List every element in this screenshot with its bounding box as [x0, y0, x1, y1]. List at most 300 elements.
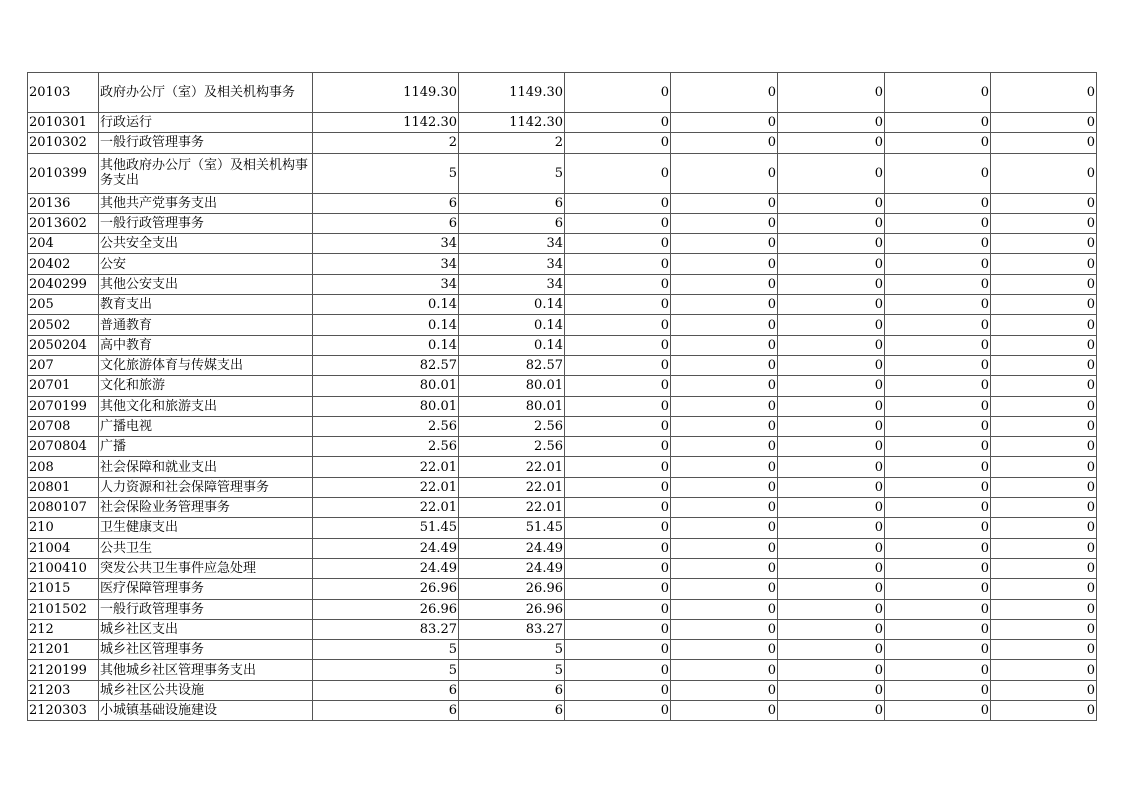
amount-cell: 0: [671, 213, 778, 233]
subject-code-cell: 2040299: [28, 274, 99, 294]
amount-cell: 0: [885, 234, 991, 254]
amount-cell: 0: [885, 113, 991, 133]
amount-cell: 0: [885, 538, 991, 558]
subject-code-cell: 20701: [28, 376, 99, 396]
subject-code-cell: 2010301: [28, 113, 99, 133]
amount-cell: 0: [671, 477, 778, 497]
amount-cell: 0: [671, 518, 778, 538]
amount-cell: 0: [778, 376, 885, 396]
amount-cell: 0: [671, 701, 778, 721]
subject-name-cell: 社会保障和就业支出: [99, 457, 313, 477]
subject-name-cell: 其他共产党事务支出: [99, 193, 313, 213]
amount-cell: 0: [671, 660, 778, 680]
amount-cell: 0: [565, 457, 671, 477]
amount-cell: 0: [778, 416, 885, 436]
subject-code-cell: 20402: [28, 254, 99, 274]
amount-cell: 0: [991, 274, 1097, 294]
table-row: [28, 518, 1097, 538]
subject-name-cell: 一般行政管理事务: [99, 599, 313, 619]
amount-cell: 0: [671, 619, 778, 639]
amount-cell: 0: [885, 640, 991, 660]
amount-cell: 0: [671, 73, 778, 113]
amount-cell: 0: [565, 680, 671, 700]
amount-cell: 0: [778, 274, 885, 294]
subject-name-cell: 突发公共卫生事件应急处理: [99, 558, 313, 578]
subject-code-cell: 2010302: [28, 133, 99, 153]
amount-cell: 0: [671, 153, 778, 193]
amount-cell: 0: [565, 538, 671, 558]
subject-code-cell: 21015: [28, 579, 99, 599]
amount-cell: 0: [565, 599, 671, 619]
amount-cell: 0: [991, 640, 1097, 660]
amount-cell: 0.14: [313, 295, 459, 315]
amount-cell: 2: [459, 133, 565, 153]
budget-expenditure-table: [27, 72, 1097, 721]
amount-cell: 0: [991, 376, 1097, 396]
table-row: [28, 437, 1097, 457]
amount-cell: 1149.30: [459, 73, 565, 113]
table-row: [28, 234, 1097, 254]
amount-cell: 2.56: [313, 416, 459, 436]
amount-cell: 26.96: [459, 599, 565, 619]
amount-cell: 0: [885, 437, 991, 457]
amount-cell: 0: [778, 113, 885, 133]
amount-cell: 0: [778, 193, 885, 213]
amount-cell: 22.01: [313, 457, 459, 477]
table-row: [28, 295, 1097, 315]
amount-cell: 0: [885, 335, 991, 355]
amount-cell: 22.01: [459, 498, 565, 518]
table-row: [28, 113, 1097, 133]
subject-name-cell: 一般行政管理事务: [99, 213, 313, 233]
table-row: [28, 193, 1097, 213]
amount-cell: 0: [991, 254, 1097, 274]
amount-cell: 0: [565, 315, 671, 335]
subject-name-cell: 人力资源和社会保障管理事务: [99, 477, 313, 497]
amount-cell: 0: [778, 619, 885, 639]
amount-cell: 82.57: [459, 355, 565, 375]
amount-cell: 22.01: [459, 457, 565, 477]
amount-cell: 0: [991, 619, 1097, 639]
amount-cell: 1149.30: [313, 73, 459, 113]
table-row: [28, 498, 1097, 518]
amount-cell: 0: [671, 315, 778, 335]
amount-cell: 0: [778, 640, 885, 660]
subject-name-cell: 政府办公厅（室）及相关机构事务: [99, 73, 313, 113]
amount-cell: 0: [778, 73, 885, 113]
amount-cell: 26.96: [313, 599, 459, 619]
amount-cell: 0: [991, 234, 1097, 254]
amount-cell: 5: [459, 153, 565, 193]
amount-cell: 0.14: [313, 335, 459, 355]
amount-cell: 0: [885, 579, 991, 599]
amount-cell: 0: [778, 355, 885, 375]
amount-cell: 0: [991, 73, 1097, 113]
subject-code-cell: 2010399: [28, 153, 99, 193]
subject-name-cell: 城乡社区公共设施: [99, 680, 313, 700]
amount-cell: 0: [991, 295, 1097, 315]
subject-code-cell: 20502: [28, 315, 99, 335]
amount-cell: 0: [778, 437, 885, 457]
subject-code-cell: 21201: [28, 640, 99, 660]
amount-cell: 0: [885, 660, 991, 680]
amount-cell: 0.14: [313, 315, 459, 335]
amount-cell: 0: [565, 640, 671, 660]
subject-name-cell: 广播电视: [99, 416, 313, 436]
amount-cell: 51.45: [313, 518, 459, 538]
table-row: [28, 640, 1097, 660]
subject-code-cell: 21004: [28, 538, 99, 558]
amount-cell: 26.96: [313, 579, 459, 599]
amount-cell: 0: [991, 579, 1097, 599]
amount-cell: 6: [459, 701, 565, 721]
amount-cell: 2: [313, 133, 459, 153]
amount-cell: 0: [778, 315, 885, 335]
subject-name-cell: 小城镇基础设施建设: [99, 701, 313, 721]
amount-cell: 0: [671, 680, 778, 700]
subject-name-cell: 其他城乡社区管理事务支出: [99, 660, 313, 680]
amount-cell: 0: [885, 599, 991, 619]
amount-cell: 0: [991, 518, 1097, 538]
amount-cell: 5: [459, 640, 565, 660]
amount-cell: 0: [671, 457, 778, 477]
amount-cell: 0: [991, 153, 1097, 193]
amount-cell: 24.49: [459, 558, 565, 578]
amount-cell: 0: [671, 133, 778, 153]
amount-cell: 0: [565, 416, 671, 436]
amount-cell: 0: [671, 355, 778, 375]
amount-cell: 0: [991, 193, 1097, 213]
amount-cell: 51.45: [459, 518, 565, 538]
amount-cell: 0: [565, 335, 671, 355]
amount-cell: 0: [778, 477, 885, 497]
subject-name-cell: 一般行政管理事务: [99, 133, 313, 153]
amount-cell: 0: [778, 153, 885, 193]
amount-cell: 0: [885, 274, 991, 294]
subject-name-cell: 广播: [99, 437, 313, 457]
amount-cell: 0: [565, 133, 671, 153]
amount-cell: 26.96: [459, 579, 565, 599]
subject-name-cell: 教育支出: [99, 295, 313, 315]
amount-cell: 6: [313, 193, 459, 213]
subject-name-cell: 其他政府办公厅（室）及相关机构事务支出: [99, 153, 313, 193]
amount-cell: 2.56: [459, 416, 565, 436]
amount-cell: 0: [991, 701, 1097, 721]
amount-cell: 0: [991, 133, 1097, 153]
amount-cell: 0: [885, 193, 991, 213]
amount-cell: 0: [991, 315, 1097, 335]
subject-code-cell: 2050204: [28, 335, 99, 355]
amount-cell: 0: [778, 701, 885, 721]
amount-cell: 0: [778, 538, 885, 558]
amount-cell: 0: [671, 376, 778, 396]
amount-cell: 0: [991, 113, 1097, 133]
table-row: [28, 376, 1097, 396]
amount-cell: 0.14: [459, 315, 565, 335]
subject-name-cell: 普通教育: [99, 315, 313, 335]
amount-cell: 34: [313, 254, 459, 274]
amount-cell: 0: [885, 315, 991, 335]
amount-cell: 0.14: [459, 335, 565, 355]
amount-cell: 0: [991, 477, 1097, 497]
amount-cell: 0: [778, 396, 885, 416]
subject-code-cell: 204: [28, 234, 99, 254]
amount-cell: 0: [885, 133, 991, 153]
amount-cell: 6: [459, 680, 565, 700]
amount-cell: 0: [778, 254, 885, 274]
table-row: [28, 274, 1097, 294]
amount-cell: 0: [778, 234, 885, 254]
table-row: [28, 477, 1097, 497]
amount-cell: 0: [885, 254, 991, 274]
amount-cell: 0: [671, 396, 778, 416]
amount-cell: 22.01: [313, 477, 459, 497]
amount-cell: 0: [565, 193, 671, 213]
amount-cell: 0: [885, 376, 991, 396]
table-row: [28, 538, 1097, 558]
table-row: [28, 680, 1097, 700]
amount-cell: 0: [565, 113, 671, 133]
amount-cell: 6: [459, 213, 565, 233]
amount-cell: 0: [991, 558, 1097, 578]
table-row: [28, 701, 1097, 721]
subject-code-cell: 2080107: [28, 498, 99, 518]
subject-code-cell: 20103: [28, 73, 99, 113]
table-row: [28, 213, 1097, 233]
amount-cell: 34: [459, 254, 565, 274]
subject-name-cell: 公共安全支出: [99, 234, 313, 254]
amount-cell: 0: [565, 660, 671, 680]
amount-cell: 0: [671, 113, 778, 133]
amount-cell: 80.01: [459, 376, 565, 396]
subject-code-cell: 207: [28, 355, 99, 375]
amount-cell: 0: [671, 437, 778, 457]
amount-cell: 22.01: [313, 498, 459, 518]
table-row: [28, 416, 1097, 436]
subject-code-cell: 208: [28, 457, 99, 477]
amount-cell: 0: [671, 579, 778, 599]
amount-cell: 0: [778, 518, 885, 538]
table-row: [28, 619, 1097, 639]
amount-cell: 0: [565, 701, 671, 721]
amount-cell: 34: [313, 234, 459, 254]
table-body: [28, 73, 1097, 721]
subject-code-cell: 20708: [28, 416, 99, 436]
subject-code-cell: 2013602: [28, 213, 99, 233]
table-row: [28, 457, 1097, 477]
subject-name-cell: 卫生健康支出: [99, 518, 313, 538]
amount-cell: 1142.30: [313, 113, 459, 133]
table-row: [28, 133, 1097, 153]
amount-cell: 0: [778, 295, 885, 315]
subject-name-cell: 公安: [99, 254, 313, 274]
amount-cell: 0: [885, 680, 991, 700]
amount-cell: 0: [778, 660, 885, 680]
amount-cell: 0: [565, 498, 671, 518]
amount-cell: 5: [313, 640, 459, 660]
amount-cell: 0: [565, 234, 671, 254]
amount-cell: 0: [991, 437, 1097, 457]
subject-code-cell: 205: [28, 295, 99, 315]
subject-name-cell: 文化旅游体育与传媒支出: [99, 355, 313, 375]
amount-cell: 0: [991, 457, 1097, 477]
amount-cell: 0: [885, 153, 991, 193]
subject-code-cell: 21203: [28, 680, 99, 700]
amount-cell: 0: [778, 558, 885, 578]
subject-code-cell: 212: [28, 619, 99, 639]
amount-cell: 0: [778, 498, 885, 518]
amount-cell: 0: [565, 213, 671, 233]
subject-name-cell: 城乡社区支出: [99, 619, 313, 639]
amount-cell: 0: [991, 213, 1097, 233]
table-row: [28, 315, 1097, 335]
amount-cell: 0: [671, 599, 778, 619]
subject-code-cell: 20136: [28, 193, 99, 213]
amount-cell: 0: [991, 599, 1097, 619]
subject-name-cell: 高中教育: [99, 335, 313, 355]
amount-cell: 24.49: [313, 538, 459, 558]
amount-cell: 0: [991, 335, 1097, 355]
amount-cell: 0: [885, 295, 991, 315]
subject-name-cell: 医疗保障管理事务: [99, 579, 313, 599]
amount-cell: 0: [885, 355, 991, 375]
subject-name-cell: 其他公安支出: [99, 274, 313, 294]
amount-cell: 0: [885, 701, 991, 721]
amount-cell: 0: [671, 295, 778, 315]
table-row: [28, 355, 1097, 375]
subject-code-cell: 2120303: [28, 701, 99, 721]
amount-cell: 83.27: [313, 619, 459, 639]
amount-cell: 0: [565, 396, 671, 416]
amount-cell: 34: [459, 234, 565, 254]
amount-cell: 82.57: [313, 355, 459, 375]
amount-cell: 6: [313, 213, 459, 233]
subject-name-cell: 其他文化和旅游支出: [99, 396, 313, 416]
amount-cell: 0: [885, 457, 991, 477]
amount-cell: 22.01: [459, 477, 565, 497]
amount-cell: 0: [991, 396, 1097, 416]
amount-cell: 0: [885, 518, 991, 538]
subject-name-cell: 公共卫生: [99, 538, 313, 558]
amount-cell: 0.14: [459, 295, 565, 315]
subject-code-cell: 210: [28, 518, 99, 538]
subject-code-cell: 2070199: [28, 396, 99, 416]
amount-cell: 0: [885, 396, 991, 416]
amount-cell: 0: [885, 619, 991, 639]
amount-cell: 0: [991, 660, 1097, 680]
amount-cell: 0: [565, 153, 671, 193]
amount-cell: 0: [671, 335, 778, 355]
amount-cell: 0: [671, 274, 778, 294]
amount-cell: 0: [991, 538, 1097, 558]
amount-cell: 0: [885, 558, 991, 578]
subject-code-cell: 2120199: [28, 660, 99, 680]
amount-cell: 0: [671, 234, 778, 254]
amount-cell: 0: [565, 558, 671, 578]
table-row: [28, 579, 1097, 599]
amount-cell: 34: [313, 274, 459, 294]
table-row: [28, 599, 1097, 619]
amount-cell: 34: [459, 274, 565, 294]
subject-code-cell: 2070804: [28, 437, 99, 457]
amount-cell: 2.56: [459, 437, 565, 457]
table-row: [28, 335, 1097, 355]
amount-cell: 0: [671, 416, 778, 436]
amount-cell: 0: [671, 538, 778, 558]
amount-cell: 0: [991, 498, 1097, 518]
amount-cell: 0: [778, 680, 885, 700]
amount-cell: 0: [565, 579, 671, 599]
amount-cell: 0: [885, 477, 991, 497]
table-row: [28, 558, 1097, 578]
amount-cell: 0: [778, 457, 885, 477]
amount-cell: 0: [565, 477, 671, 497]
table-row: [28, 396, 1097, 416]
subject-name-cell: 行政运行: [99, 113, 313, 133]
amount-cell: 6: [459, 193, 565, 213]
amount-cell: 0: [671, 640, 778, 660]
amount-cell: 2.56: [313, 437, 459, 457]
amount-cell: 0: [671, 498, 778, 518]
amount-cell: 80.01: [313, 396, 459, 416]
amount-cell: 0: [565, 274, 671, 294]
amount-cell: 0: [991, 680, 1097, 700]
amount-cell: 0: [565, 518, 671, 538]
amount-cell: 0: [778, 335, 885, 355]
amount-cell: 0: [885, 73, 991, 113]
amount-cell: 0: [885, 498, 991, 518]
amount-cell: 1142.30: [459, 113, 565, 133]
subject-name-cell: 城乡社区管理事务: [99, 640, 313, 660]
amount-cell: 0: [565, 619, 671, 639]
amount-cell: 0: [671, 558, 778, 578]
amount-cell: 0: [565, 376, 671, 396]
amount-cell: 0: [778, 213, 885, 233]
subject-code-cell: 2101502: [28, 599, 99, 619]
amount-cell: 0: [565, 437, 671, 457]
amount-cell: 0: [991, 355, 1097, 375]
amount-cell: 5: [313, 153, 459, 193]
amount-cell: 6: [313, 680, 459, 700]
amount-cell: 80.01: [459, 396, 565, 416]
amount-cell: 80.01: [313, 376, 459, 396]
amount-cell: 0: [565, 73, 671, 113]
amount-cell: 83.27: [459, 619, 565, 639]
amount-cell: 0: [885, 416, 991, 436]
amount-cell: 0: [991, 416, 1097, 436]
amount-cell: 0: [778, 579, 885, 599]
amount-cell: 0: [778, 599, 885, 619]
amount-cell: 6: [313, 701, 459, 721]
subject-code-cell: 20801: [28, 477, 99, 497]
amount-cell: 24.49: [459, 538, 565, 558]
table-row: [28, 660, 1097, 680]
amount-cell: 0: [671, 193, 778, 213]
table-row: [28, 73, 1097, 113]
table-row: [28, 254, 1097, 274]
amount-cell: 0: [671, 254, 778, 274]
table-row: [28, 153, 1097, 193]
subject-name-cell: 文化和旅游: [99, 376, 313, 396]
amount-cell: 24.49: [313, 558, 459, 578]
subject-code-cell: 2100410: [28, 558, 99, 578]
amount-cell: 0: [565, 355, 671, 375]
amount-cell: 5: [313, 660, 459, 680]
amount-cell: 0: [565, 254, 671, 274]
amount-cell: 0: [565, 295, 671, 315]
amount-cell: 0: [885, 213, 991, 233]
subject-name-cell: 社会保险业务管理事务: [99, 498, 313, 518]
